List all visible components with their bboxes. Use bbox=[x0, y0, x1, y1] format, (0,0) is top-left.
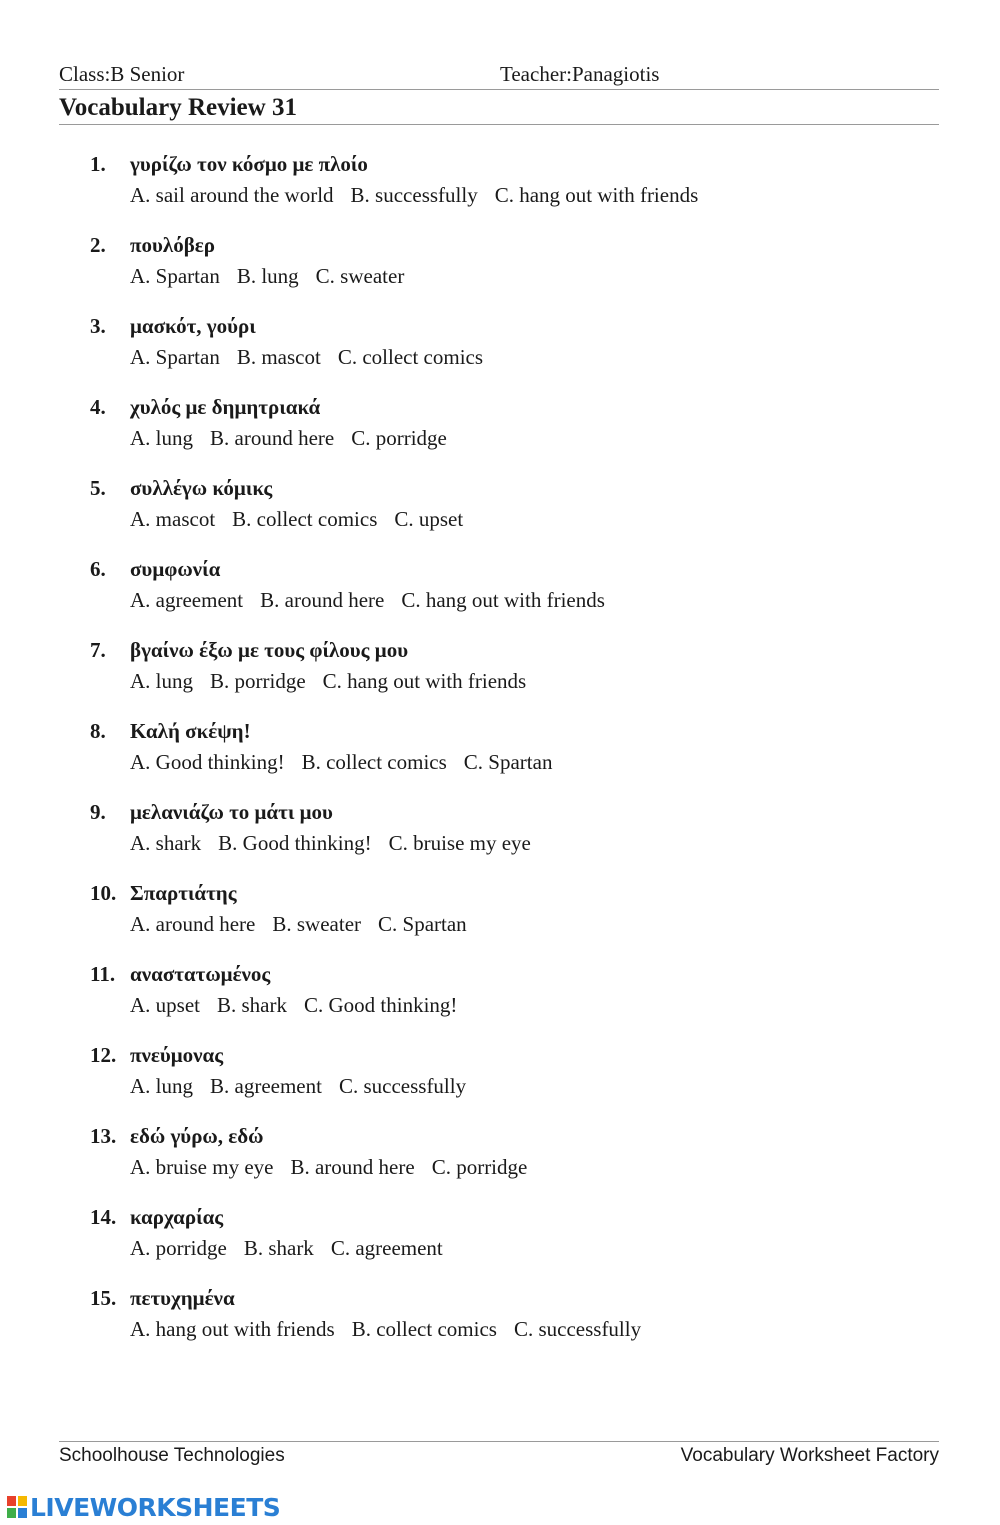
answer-options bbox=[130, 1072, 466, 1100]
answer-option[interactable]: B. shark bbox=[217, 993, 287, 1017]
question-prompt: συλλέγω κόμικς bbox=[130, 476, 273, 500]
answer-option[interactable]: A. hang out with friends bbox=[130, 1317, 335, 1341]
answer-option[interactable]: C. upset bbox=[394, 507, 464, 531]
answer-option[interactable]: B. agreement bbox=[210, 1074, 322, 1098]
question-list bbox=[90, 150, 950, 1365]
answer-option[interactable]: B. collect comics bbox=[301, 750, 447, 774]
answer-options bbox=[130, 910, 467, 938]
question-prompt: πετυχημένα bbox=[130, 1286, 235, 1310]
class-label: Class:B Senior bbox=[59, 62, 185, 86]
answer-option[interactable]: A. Spartan bbox=[130, 264, 220, 288]
question-item bbox=[90, 231, 950, 312]
answer-option[interactable]: A. lung bbox=[130, 426, 193, 450]
question-item bbox=[90, 1203, 950, 1284]
brand-text: LIVEWORKSHEETS bbox=[30, 1492, 281, 1522]
title-row bbox=[59, 93, 939, 125]
answer-option[interactable]: C. successfully bbox=[338, 1074, 467, 1098]
answer-option[interactable]: B. around here bbox=[260, 588, 385, 612]
answer-options bbox=[130, 343, 483, 371]
answer-options bbox=[130, 667, 526, 695]
question-item bbox=[90, 1122, 950, 1203]
question-item bbox=[90, 798, 950, 879]
question-item bbox=[90, 393, 950, 474]
answer-option[interactable]: B. sweater bbox=[272, 912, 362, 936]
question-prompt: συμφωνία bbox=[130, 557, 221, 581]
answer-option[interactable]: A. Spartan bbox=[130, 345, 220, 369]
question-number: 7. bbox=[90, 638, 106, 662]
answer-option[interactable]: C. hang out with friends bbox=[322, 669, 527, 693]
teacher-label: Teacher:Panagiotis bbox=[500, 62, 660, 86]
question-prompt: χυλός με δημητριακά bbox=[130, 395, 321, 419]
answer-option[interactable]: C. agreement bbox=[330, 1236, 443, 1260]
footer-product: Vocabulary Worksheet Factory bbox=[680, 1445, 939, 1466]
answer-options bbox=[130, 1315, 641, 1343]
question-number: 12. bbox=[90, 1043, 117, 1067]
answer-options bbox=[130, 748, 552, 776]
answer-options bbox=[130, 505, 463, 533]
answer-option[interactable]: A. agreement bbox=[130, 588, 244, 612]
question-number: 15. bbox=[90, 1286, 117, 1310]
question-number: 9. bbox=[90, 800, 106, 824]
question-number: 13. bbox=[90, 1124, 117, 1148]
question-number: 6. bbox=[90, 557, 106, 581]
answer-option[interactable]: A. lung bbox=[130, 1074, 193, 1098]
question-prompt: πνεύμονας bbox=[130, 1043, 224, 1067]
question-item bbox=[90, 1041, 950, 1122]
liveworksheets-logo-icon bbox=[7, 1496, 27, 1518]
answer-option[interactable]: C. Good thinking! bbox=[304, 993, 458, 1017]
answer-option[interactable]: A. sail around the world bbox=[130, 183, 334, 207]
answer-option[interactable]: B. mascot bbox=[236, 345, 321, 369]
question-prompt: αναστατωμένος bbox=[130, 962, 271, 986]
question-item bbox=[90, 312, 950, 393]
question-prompt: πουλόβερ bbox=[130, 233, 215, 257]
answer-option[interactable]: C. sweater bbox=[315, 264, 405, 288]
question-number: 11. bbox=[90, 962, 116, 986]
page-header bbox=[59, 62, 939, 90]
answer-option[interactable]: B. around here bbox=[210, 426, 335, 450]
question-prompt: μελανιάζω το μάτι μου bbox=[130, 800, 333, 824]
question-number: 14. bbox=[90, 1205, 117, 1229]
answer-option[interactable]: C. porridge bbox=[351, 426, 447, 450]
question-number: 10. bbox=[90, 881, 117, 905]
answer-option[interactable]: B. porridge bbox=[210, 669, 306, 693]
question-item bbox=[90, 636, 950, 717]
answer-option[interactable]: A. bruise my eye bbox=[130, 1155, 274, 1179]
answer-option[interactable]: B. successfully bbox=[350, 183, 478, 207]
answer-options bbox=[130, 586, 605, 614]
answer-options bbox=[130, 1234, 443, 1262]
answer-option[interactable]: A. upset bbox=[130, 993, 200, 1017]
answer-option[interactable]: B. lung bbox=[236, 264, 299, 288]
answer-option[interactable]: A. shark bbox=[130, 831, 202, 855]
answer-option[interactable]: C. porridge bbox=[431, 1155, 528, 1179]
answer-options bbox=[130, 181, 698, 209]
answer-option[interactable]: A. lung bbox=[130, 669, 193, 693]
question-prompt: Καλή σκέψη! bbox=[130, 719, 251, 743]
answer-option[interactable]: C. Spartan bbox=[463, 750, 553, 774]
answer-option[interactable]: C. bruise my eye bbox=[388, 831, 531, 855]
question-number: 4. bbox=[90, 395, 106, 419]
answer-options bbox=[130, 424, 447, 452]
liveworksheets-brand[interactable] bbox=[7, 1492, 280, 1522]
question-number: 2. bbox=[90, 233, 106, 257]
question-prompt: μασκότ, γούρι bbox=[130, 314, 256, 338]
answer-option[interactable]: B. shark bbox=[243, 1236, 314, 1260]
page-footer bbox=[59, 1441, 939, 1472]
answer-option[interactable]: A. mascot bbox=[130, 507, 216, 531]
answer-option[interactable]: A. around here bbox=[130, 912, 256, 936]
footer-publisher: Schoolhouse Technologies bbox=[59, 1445, 285, 1466]
answer-option[interactable]: A. Good thinking! bbox=[130, 750, 285, 774]
question-number: 5. bbox=[90, 476, 106, 500]
question-number: 3. bbox=[90, 314, 106, 338]
answer-option[interactable]: C. Spartan bbox=[378, 912, 467, 936]
question-item bbox=[90, 555, 950, 636]
answer-option[interactable]: B. Good thinking! bbox=[218, 831, 372, 855]
answer-option[interactable]: C. hang out with friends bbox=[494, 183, 699, 207]
question-prompt: Σπαρτιάτης bbox=[130, 881, 237, 905]
question-prompt: γυρίζω τον κόσμο με πλοίο bbox=[130, 152, 368, 176]
answer-option[interactable]: B. collect comics bbox=[351, 1317, 497, 1341]
answer-options bbox=[130, 991, 457, 1019]
answer-option[interactable]: C. successfully bbox=[513, 1317, 642, 1341]
question-prompt: βγαίνω έξω με τους φίλους μου bbox=[130, 638, 409, 662]
answer-option[interactable]: B. around here bbox=[290, 1155, 415, 1179]
question-number: 1. bbox=[90, 152, 106, 176]
question-number: 8. bbox=[90, 719, 106, 743]
answer-option[interactable]: B. collect comics bbox=[232, 507, 378, 531]
answer-options bbox=[130, 829, 531, 857]
question-item bbox=[90, 879, 950, 960]
question-item bbox=[90, 150, 950, 231]
question-item bbox=[90, 717, 950, 798]
answer-option[interactable]: C. collect comics bbox=[337, 345, 484, 369]
question-item bbox=[90, 960, 950, 1041]
question-prompt: καρχαρίας bbox=[130, 1205, 224, 1229]
answer-options bbox=[130, 1153, 527, 1181]
page-title: Vocabulary Review 31 bbox=[59, 94, 297, 121]
question-item bbox=[90, 474, 950, 555]
answer-option[interactable]: C. hang out with friends bbox=[401, 588, 605, 612]
answer-options bbox=[130, 262, 404, 290]
answer-option[interactable]: A. porridge bbox=[130, 1236, 227, 1260]
question-item bbox=[90, 1284, 950, 1365]
question-prompt: εδώ γύρω, εδώ bbox=[130, 1124, 264, 1148]
